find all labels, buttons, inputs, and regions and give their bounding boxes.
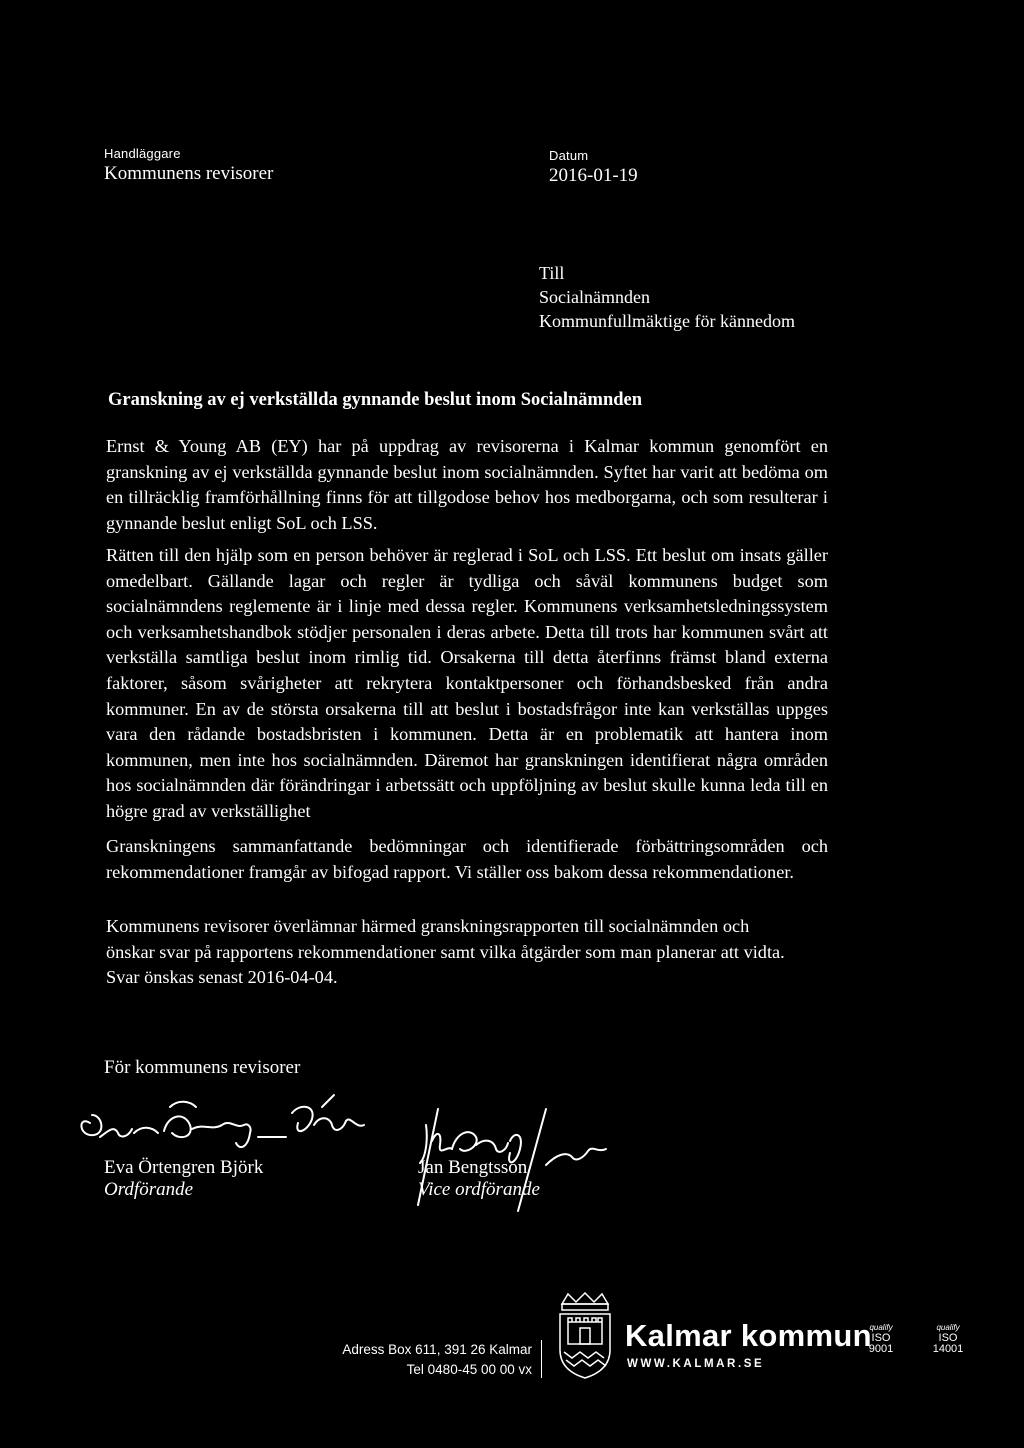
kalmar-coat-of-arms-icon — [554, 1292, 616, 1380]
recipient-line-2: Kommunfullmäktige för kännedom — [539, 311, 795, 331]
footer-divider — [541, 1340, 542, 1378]
signatory-2-role: Vice ordförande — [418, 1179, 540, 1200]
handlaggare-value: Kommunens revisorer — [104, 163, 274, 184]
signatory-1-role: Ordförande — [104, 1179, 194, 1200]
cert-iso-9001-badge — [859, 1322, 903, 1355]
cert-2-standard: ISO — [938, 1332, 958, 1344]
footer-address: Adress Box 611, 391 26 Kalmar — [342, 1342, 532, 1357]
signatory-2-name: Jan Bengtsson — [418, 1157, 528, 1178]
recipient-till: Till — [539, 263, 565, 283]
cert-2-qualify: qualify — [936, 1323, 960, 1332]
paragraph-4: Kommunens revisorer överlämnar härmed granskningsrapporten till socialnämnden och önskar svar på rapportens rekommendationer samt vilka åtgärder som man planerar att vidta. Svar önskas senast 2016-04-04. — [106, 916, 785, 988]
footer-address-block — [300, 1340, 532, 1380]
handlaggare-label: Handläggare — [104, 146, 181, 161]
signatory-1-name: Eva Örtengren Björk — [104, 1157, 264, 1178]
closing-line: För kommunens revisorer — [104, 1057, 301, 1078]
signatory-1 — [104, 1157, 263, 1201]
brand-name: Kalmar kommun — [625, 1318, 872, 1353]
cert-1-number: 9001 — [868, 1343, 894, 1355]
cert-2-number: 14001 — [932, 1343, 964, 1355]
datum-value: 2016-01-19 — [549, 165, 638, 186]
cert-iso-14001-badge — [926, 1322, 970, 1355]
footer-phone: Tel 0480-45 00 00 vx — [406, 1362, 532, 1377]
recipient-block — [539, 261, 795, 333]
recipient-line-1: Socialnämnden — [539, 287, 650, 307]
cert-1-standard: ISO — [871, 1332, 891, 1344]
signatory-2 — [418, 1157, 540, 1201]
cert-1-qualify: qualify — [869, 1323, 893, 1332]
paragraph-2: Rätten till den hjälp som en person behöver är reglerad i SoL och LSS. Ett beslut om insats gäller omedelbart. Gällande lagar och regler är tydliga och såväl kommunens budget som socialnämndens reglemente är i linje med dessa regler. Kommunens verksamhetsledningssystem och verksamhetshandbok stödjer personalen i deras arbete. Detta till trots har kommunen svårt att verkställa samtliga beslut inom rimlig tid. Orsakerna till detta återfinns främst bland externa faktorer, såsom svårigheter att rekrytera kontaktpersoner och förhandsbesked från andra kommuner. En av de största orsakerna till att beslut i bostadsfrågor inte kan verkställas uppges vara den rådande bostadsbristen i kommunen. Detta är en problematik att hantera inom kommunen, men inte hos socialnämnden. Däremot har granskningen identifierat några områden hos socialnämnden där förändringar i arbetssätt och uppföljning av beslut skulle kunna leda till en högre grad av verkställighet — [106, 545, 828, 821]
paragraph-1: Ernst & Young AB (EY) har på uppdrag av revisorerna i Kalmar kommun genomfört en granskning av ej verkställda gynnande beslut inom socialnämnden. Syftet har varit att bedöma om en tillräcklig framförhållning finns för att tillgodose behov hos medborgarna, och som resulterar i gynnande beslut enligt SoL och LSS. — [106, 436, 828, 533]
paragraph-3: Granskningens sammanfattande bedömningar och identifierade förbättringsområden och rekommendationer framgår av bifogad rapport. Vi ställer oss bakom dessa rekommendationer. — [106, 836, 828, 882]
datum-label: Datum — [549, 148, 589, 163]
brand-url: WWW.KALMAR.SE — [627, 1358, 765, 1370]
subject-heading: Granskning av ej verkställda gynnande beslut inom Socialnämnden — [108, 390, 643, 410]
